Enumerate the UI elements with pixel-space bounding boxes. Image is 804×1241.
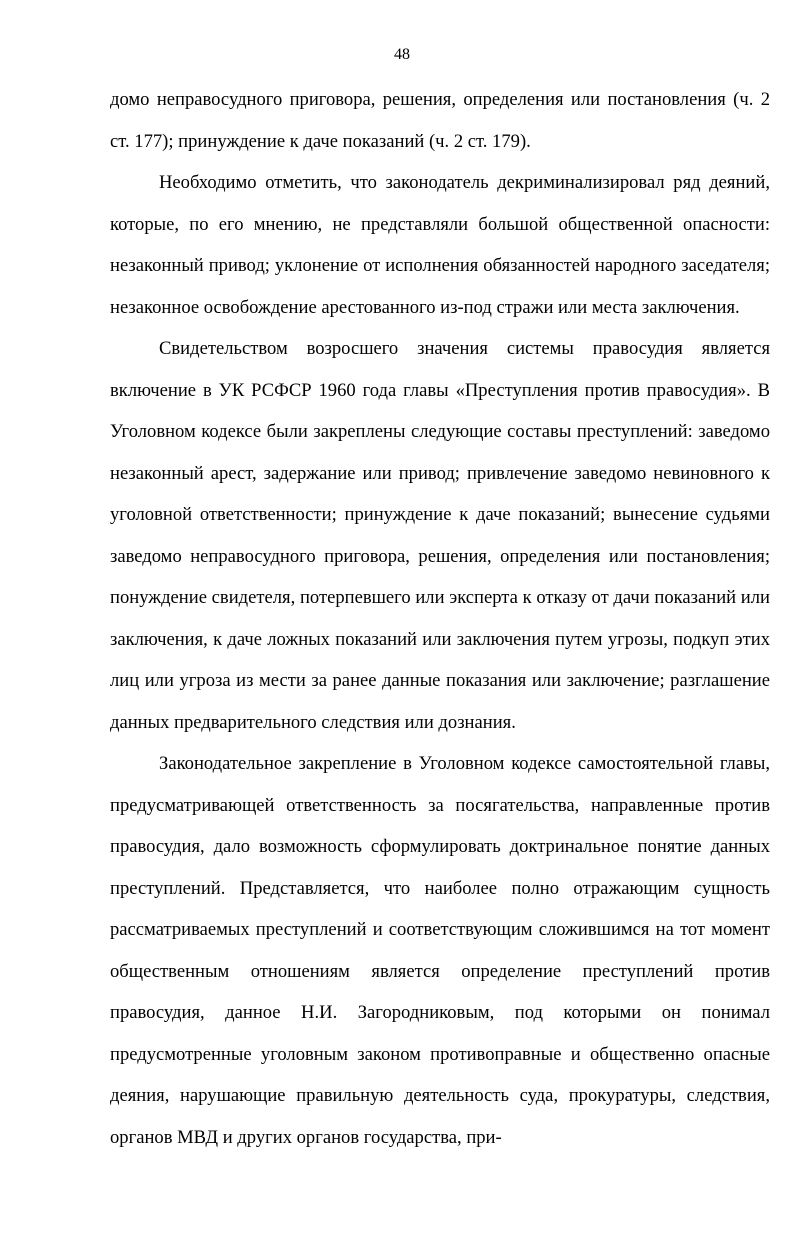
page-number: 48: [394, 46, 410, 63]
text-body: [110, 79, 770, 1158]
paragraph-3: Свидетельством возросшего значения системы правосудия является включение в УК РСФСР 1960 года главы «Преступления против правосудия». В Уголовном кодексе были закреплены следующие составы преступлений: заведомо незаконный арест, задержание или привод; привлечение заведомо невиновного к уголовной ответственности; принуждение к даче показаний; вынесение судьями заведомо неправосудного приговора, решения, определения или постановления; понуждение свидетеля, потерпевшего или эксперта к отказу от дачи показаний или заключения, к даче ложных показаний или заключения путем угрозы, подкуп этих лиц или угроза из мести за ранее данные показания или заключение; разглашение данных предварительного следствия или дознания.: [110, 338, 770, 733]
paragraph-2: Необходимо отметить, что законодатель декриминализировал ряд деяний, которые, по его мнению, не представляли большой общественной опасности: незаконный привод; уклонение от исполнения обязанностей народного заседателя; незаконное освобождение арестованного из-под стражи или места заключения.: [110, 172, 770, 318]
paragraph-4: Законодательное закрепление в Уголовном кодексе самостоятельной главы, предусматривающей ответственность за посягательства, направленные против правосудия, дало возможность сформулировать доктринальное понятие данных преступлений. Представляется, что наиболее полно отражающим сущность рассматриваемых преступлений и соответствующим сложившимся на тот момент общественным отношениям является определение преступлений против правосудия, данное Н.И. Загородниковым, под которыми он понимал предусмотренные уголовным законом противоправные и общественно опасные деяния, нарушающие правильную деятельность суда, прокуратуры, следствия, органов МВД и других органов государства, при-: [110, 753, 770, 1148]
paragraph-1: домо неправосудного приговора, решения, определения или постановления (ч. 2 ст. 177); принуждение к даче показаний (ч. 2 ст. 179).: [110, 89, 770, 152]
